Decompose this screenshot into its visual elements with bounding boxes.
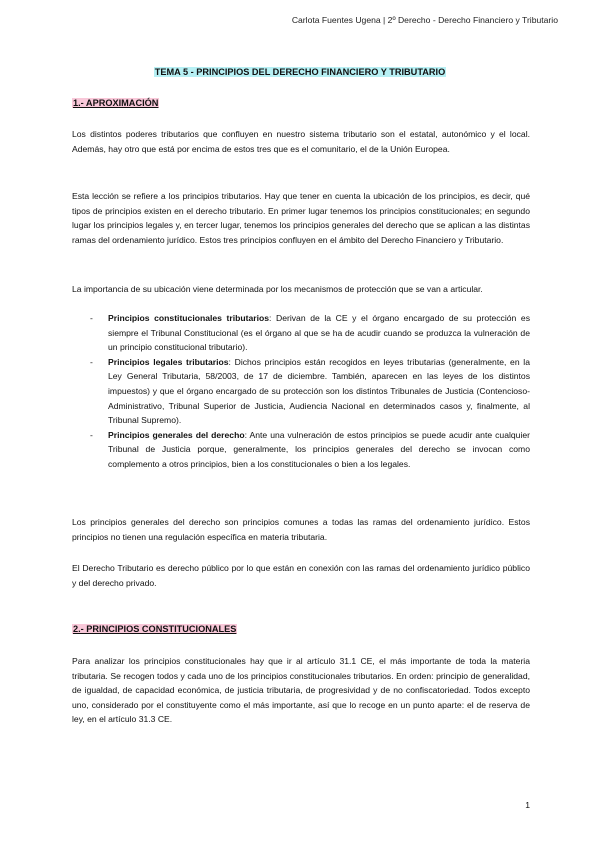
- page-header: Carlota Fuentes Ugena | 2º Derecho - Derecho Financiero y Tributario: [291, 15, 558, 25]
- paragraph: El Derecho Tributario es derecho público por lo que están en conexión con las ramas del ordenamiento jurídico público y del derecho privado.: [72, 563, 530, 588]
- list-item: [72, 311, 530, 355]
- list-item-term: Principios constitucionales tributarios: [108, 313, 270, 323]
- principles-list: [72, 311, 530, 472]
- page-number: 1: [525, 800, 530, 810]
- list-item: [72, 428, 530, 472]
- list-dash: -: [90, 356, 93, 367]
- paragraph: La importancia de su ubicación viene determinada por los mecanismos de protección que se van a articular.: [72, 284, 483, 294]
- section-2-heading: [72, 624, 237, 634]
- list-dash: -: [90, 429, 93, 440]
- section-1-heading-text: 1.- APROXIMACIÓN: [73, 98, 159, 108]
- document-title: [0, 67, 600, 77]
- paragraph: Los principios generales del derecho son principios comunes a todas las ramas del ordenamiento jurídico. Estos principios no tienen una regulación específica en materia tributaria.: [72, 517, 530, 542]
- paragraph: Para analizar los principios constitucionales hay que ir al artículo 31.1 CE, el más importante de toda la materia tributaria. Se recogen todos y cada uno de los principios constitucionales tributarios. En orden: principio de generalidad, de igualdad, de capacidad económica, de justicia tributaria, de progresividad y de no confiscatoriedad. Todos excepto uno, considerado por el constituyente como el más importante, así que lo recoge en un punto aparte: el de reserva de ley, en el artículo 31.3 CE.: [72, 656, 530, 725]
- list-item-text: : Dichos principios están recogidos en leyes tributarias (generalmente, en la Ley General Tributaria, 58/2003, de 17 de diciembre. También, aparecen en las leyes de los distintos impuestos) y que el órgano encargado de su protección son los distintos Tribunales de Justicia (Contencioso-Administrativo, Tribunal Superior de Justicia, Audiencia Nacional en determinados casos y, finalmente, al Tribunal Supremo).: [108, 356, 530, 426]
- paragraph: Los distintos poderes tributarios que confluyen en nuestro sistema tributario son el estatal, autonómico y el local. Además, hay otro que está por encima de estos tres que es el comunitario, el de la Unión Europea.: [72, 129, 530, 154]
- list-item-text: : Ante una vulneración de estos principios se puede acudir ante cualquier Tribunal de Justicia porque, generalmente, los principios generales del derecho se invocan como complemento a otros principios, bien a los constitucionales o bien a los legales.: [108, 429, 531, 469]
- list-item: [72, 355, 530, 428]
- list-item-text: : Derivan de la CE y el órgano encargado de su protección es siempre el Tribunal Constitucional (es el órgano al que se ha de acudir cuando se produzca la vulneración de un principio constitucional tributario).: [108, 313, 530, 353]
- list-dash: -: [90, 313, 93, 323]
- paragraph: Esta lección se refiere a los principios tributarios. Hay que tener en cuenta la ubicación de los principios, es decir, qué tipos de principios existen en el derecho tributario. En primer lugar tenemos los principios constitucionales; en segundo lugar los principios legales y, en tercer lugar, tenemos los principios generales del derecho que se aplican a las distintas ramas del ordenamiento jurídico. Estos tres principios confluyen en el ámbito del Derecho Financiero y Tributario.: [72, 191, 530, 245]
- section-1-heading: [72, 98, 159, 108]
- list-item-term: Principios legales tributarios: [108, 356, 229, 367]
- document-title-text: TEMA 5 - PRINCIPIOS DEL DERECHO FINANCIERO Y TRIBUTARIO: [154, 67, 446, 77]
- section-2-heading-text: 2.- PRINCIPIOS CONSTITUCIONALES: [73, 624, 237, 634]
- list-item-term: Principios generales del derecho: [108, 429, 245, 440]
